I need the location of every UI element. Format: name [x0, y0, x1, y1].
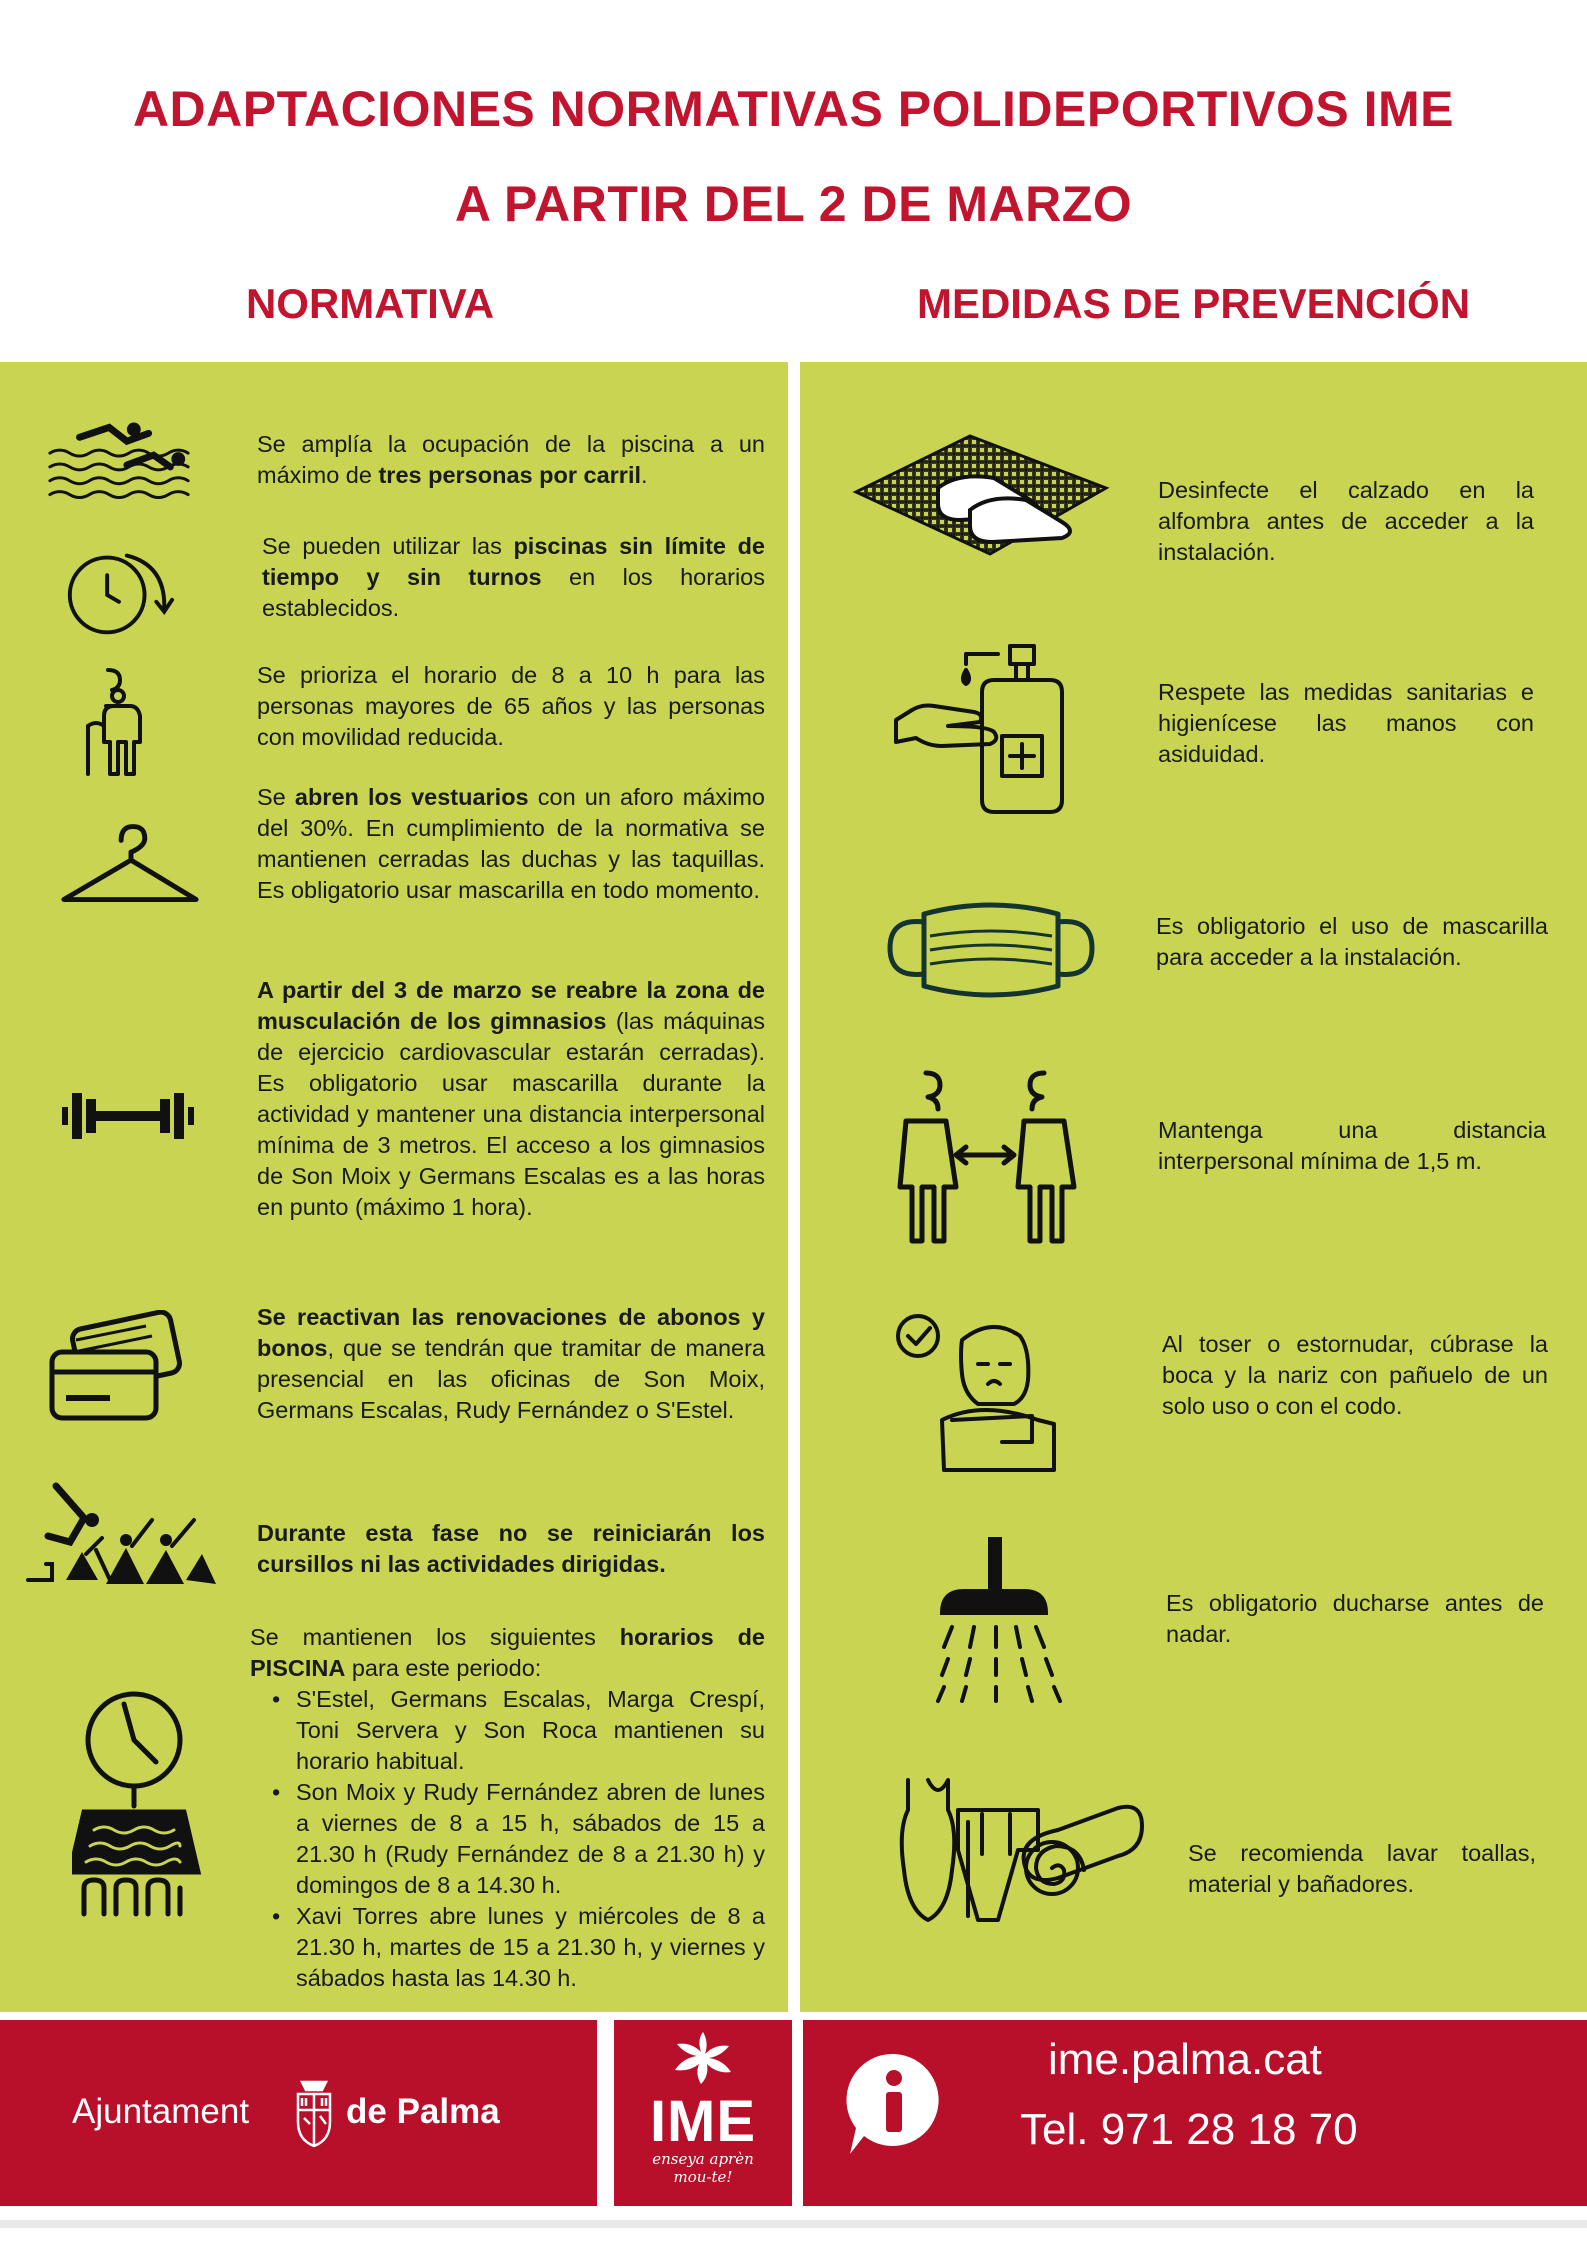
normativa-item-2 [257, 660, 765, 753]
clock-refresh-icon [58, 540, 176, 640]
bold-text: piscinas sin límite de tiempo y sin turnos [262, 533, 766, 590]
title-line-1: ADAPTACIONES NORMATIVAS POLIDEPORTIVOS IME [132, 81, 1455, 137]
bold-text: Se reactivan las renovaciones de abonos y bonos [257, 1304, 765, 1361]
cards-icon [46, 1310, 186, 1426]
elderly-person-icon [78, 666, 158, 778]
bold-text: Durante esta fase no se reiniciarán los cursillos ni las actividades dirigidas. [257, 1520, 765, 1577]
body-text: Se pueden utilizar las [262, 533, 514, 559]
pool-schedule-item: • S'Estel, Germans Escalas, Marga Crespí, Toni Servera y Son Roca mantienen su horario habitual. [250, 1684, 765, 1777]
hanger-icon [56, 820, 204, 912]
normativa-item-6 [257, 1518, 765, 1580]
body-text: Se prioriza el horario de 8 a 10 h para las personas mayores de 65 años y las personas con movilidad reducida. [257, 662, 765, 750]
de-palma-text: de Palma [346, 2092, 500, 2131]
bold-text: horarios de PISCINA [250, 1624, 765, 1681]
cough-elbow-icon [892, 1310, 1070, 1475]
normativa-item-7 [250, 1622, 765, 1994]
normativa-item-3 [257, 782, 765, 906]
pool-clock-icon [72, 1688, 202, 1920]
hand-sanitizer-icon [890, 640, 1068, 815]
prevencion-item-1: Respete las medidas sanitarias e higienícese las manos con asiduidad. [1158, 679, 1534, 767]
website-link[interactable]: ime.palma.cat [1048, 2035, 1322, 2084]
body-text: Se mantienen los siguientes [250, 1624, 620, 1650]
bold-text: A partir del 3 de marzo se reabre la zona de musculación de los gimnasios [257, 977, 765, 1034]
body-text: para este periodo: [345, 1655, 542, 1681]
swimwear-towel-icon [898, 1770, 1144, 1940]
prevencion-item-5: Es obligatorio ducharse antes de nadar. [1166, 1590, 1544, 1647]
shoe-mat-icon [850, 430, 1112, 560]
pool-schedule-item: • Son Moix y Rudy Fernández abren de lunes a viernes de 8 a 15 h, sábados de 15 a 21.30 h (Rudy Fernández de 8 a 21.30 h) y domingos de 8 a 14.30 h. [250, 1777, 765, 1901]
ime-tagline: enseya aprèn mou-te! [652, 2150, 754, 2186]
column-heading-prevencion: MEDIDAS DE PREVENCIÓN [916, 280, 1471, 327]
normativa-item-4 [257, 975, 765, 1223]
palma-coat-of-arms-icon [292, 2072, 336, 2150]
social-distance-icon [892, 1065, 1078, 1245]
body-text: . [641, 462, 648, 488]
group-activity-icon [26, 1480, 216, 1592]
phone-number[interactable]: Tel. 971 28 18 70 [1020, 2105, 1358, 2154]
prevencion-item-4: Al toser o estornudar, cúbrase la boca y la nariz con pañuelo de un solo uso o con el codo. [1162, 1331, 1548, 1419]
normativa-item-0 [257, 429, 765, 491]
prevencion-item-6: Se recomienda lavar toallas, material y bañadores. [1188, 1840, 1536, 1897]
info-bubble-icon [842, 2050, 946, 2158]
ajuntament-text: Ajuntament [72, 2092, 250, 2131]
face-mask-icon [886, 898, 1096, 1002]
prevencion-item-0: Desinfecte el calzado en la alfombra antes de acceder a la instalación. [1158, 477, 1534, 565]
bold-text: tres personas por carril [378, 462, 641, 488]
body-text: Se [257, 784, 295, 810]
body-text: , que se tendrán que tramitar de manera presencial en las oficinas de Son Moix, Germans Escalas, Rudy Fernández o S'Estel. [257, 1335, 765, 1423]
bottom-divider [0, 2220, 1587, 2228]
title-line-2: A PARTIR DEL 2 DE MARZO [454, 176, 1133, 232]
body-text: (las máquinas de ejercicio cardiovascular estarán cerradas). Es obligatorio usar mascarilla durante la actividad y mantener una distancia interpersonal mínima de 3 metros. El acceso a los gimnasios de Son Moix y Germans Escalas es a las horas en punto (máximo 1 hora). [257, 1008, 766, 1220]
prevencion-item-2: Es obligatorio el uso de mascarilla para acceder a la instalación. [1156, 913, 1548, 970]
normativa-item-1 [262, 531, 765, 624]
pool-schedule-item: • Xavi Torres abre lunes y miércoles de 8 a 21.30 h, martes de 15 a 21.30 h, y viernes y sábados hasta las 14.30 h. [250, 1901, 765, 1994]
swimmers-icon [40, 415, 198, 505]
ime-logo-text: IME [649, 2089, 757, 2154]
shower-icon [912, 1535, 1076, 1705]
body-text: Se amplía la ocupación de la piscina a un máximo de [257, 431, 765, 488]
body-text: en los horarios establecidos. [262, 564, 766, 621]
dumbbell-icon [60, 1085, 196, 1147]
bold-text: abren los vestuarios [294, 784, 529, 810]
ime-star-logo-icon [670, 2030, 736, 2088]
prevencion-item-3: Mantenga una distancia interpersonal mínima de 1,5 m. [1158, 1117, 1546, 1174]
normativa-item-5 [257, 1302, 765, 1426]
body-text: con un aforo máximo del 30%. En cumplimiento de la normativa se mantienen cerradas las duchas y las taquillas. Es obligatorio usar mascarilla en todo momento. [257, 784, 765, 903]
column-heading-normativa: NORMATIVA [245, 280, 495, 327]
